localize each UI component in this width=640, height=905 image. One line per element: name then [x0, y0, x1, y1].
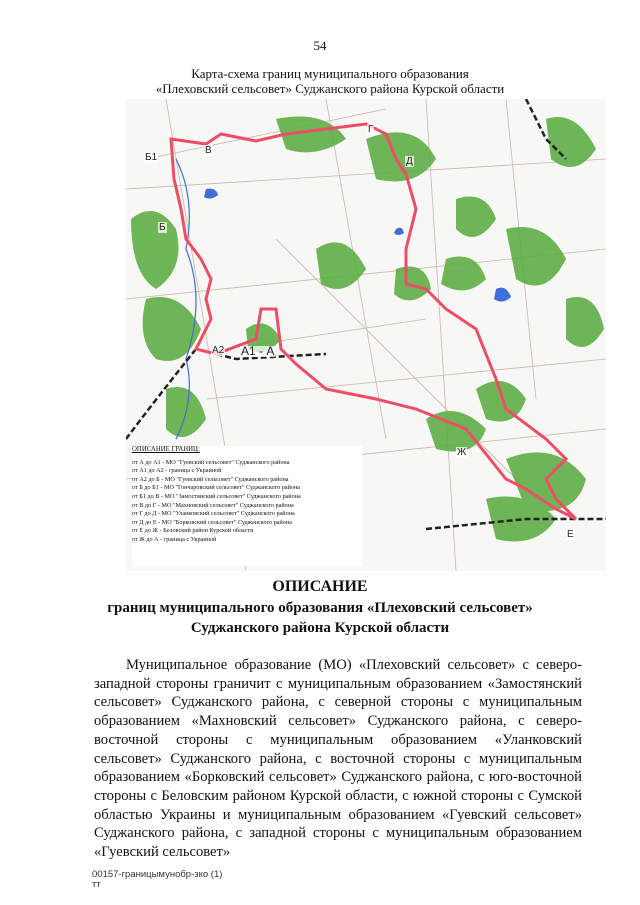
map-legend: [132, 446, 362, 566]
footer-initials: тт: [92, 879, 101, 890]
point-label-v: В: [205, 145, 212, 156]
point-label-a1a: А1 - А: [241, 344, 275, 358]
section-subheading: [0, 598, 640, 638]
subheading-line1: границ муниципального образования «Плеховский сельсовет»: [107, 600, 533, 616]
legend-item: от А1 до А2 - граница с Украиной: [132, 467, 222, 475]
page-number: 54: [313, 38, 327, 53]
description-paragraph: Муниципальное образование (МО) «Плеховский сельсовет» с северо-западной стороны граничит с муниципальным образованием «Замостянский сельсовет» Суджанского района, с северной стороны с муниципальным образованием «Махновский сельсовет» Суджанского района, с северо-восточной стороны с муниципальным образованием «Уланковский сельсовет» Суджанского района, с восточной стороны с муниципальным образованием «Борковский сельсовет» Суджанского района, с юго-восточной стороны с Беловским районом Курской области, с южной стороны с Сумской областью Украины и муниципальным образованием «Гуевский сельсовет» Суджанского района, с западной стороны с муниципальным образованием «Гуевский сельсовет»: [94, 657, 582, 861]
point-label-g: Г: [368, 124, 374, 135]
legend-heading: ОПИСАНИЕ ГРАНИЦ:: [132, 446, 200, 453]
legend-item: от Б до Б1 - МО "Гончаровский сельсовет" Суджанского района: [132, 484, 301, 492]
subheading-line2: Суджанского района Курской области: [190, 620, 450, 636]
legend-item: от Е до Ж - Беловский район Курской области: [132, 527, 254, 535]
map-title-line1: Карта-схема границ муниципального образования: [191, 66, 469, 81]
legend-item: от А до А1 - МО "Гуевский сельсовет" Суджанского района: [132, 458, 290, 466]
map-title: [80, 66, 580, 96]
point-label-zh: Ж: [457, 447, 467, 458]
map-title-line2: «Плеховский сельсовет» Суджанского района Курской области: [155, 81, 505, 96]
footer: [92, 870, 222, 890]
legend-item: от Д до Е - МО "Борковский сельсовет" Суджанского района: [132, 518, 292, 526]
legend-item: от Б1 до В - МО "Замостянский сельсовет" Суджанского района: [132, 492, 301, 500]
legend-item: от В до Г - МО "Махновский сельсовет" Суджанского района: [132, 501, 294, 509]
section-heading: ОПИСАНИЕ: [272, 578, 368, 595]
point-label-b: Б: [159, 222, 166, 233]
point-label-d: Д: [406, 156, 413, 167]
legend-item: от А2 до Б - МО "Гуевский сельсовет" Суджанского района: [132, 475, 289, 483]
point-label-b1: Б1: [145, 152, 158, 163]
legend-item: от Г до Д - МО "Уланковский сельсовет" Суджанского района: [132, 510, 295, 518]
footer-filename: 00157-границымунобр-зко (1): [92, 869, 223, 880]
point-label-e: Е: [567, 529, 574, 540]
legend-item: от Ж до А - граница с Украиной: [132, 535, 217, 543]
point-label-a2: А2: [212, 345, 225, 356]
